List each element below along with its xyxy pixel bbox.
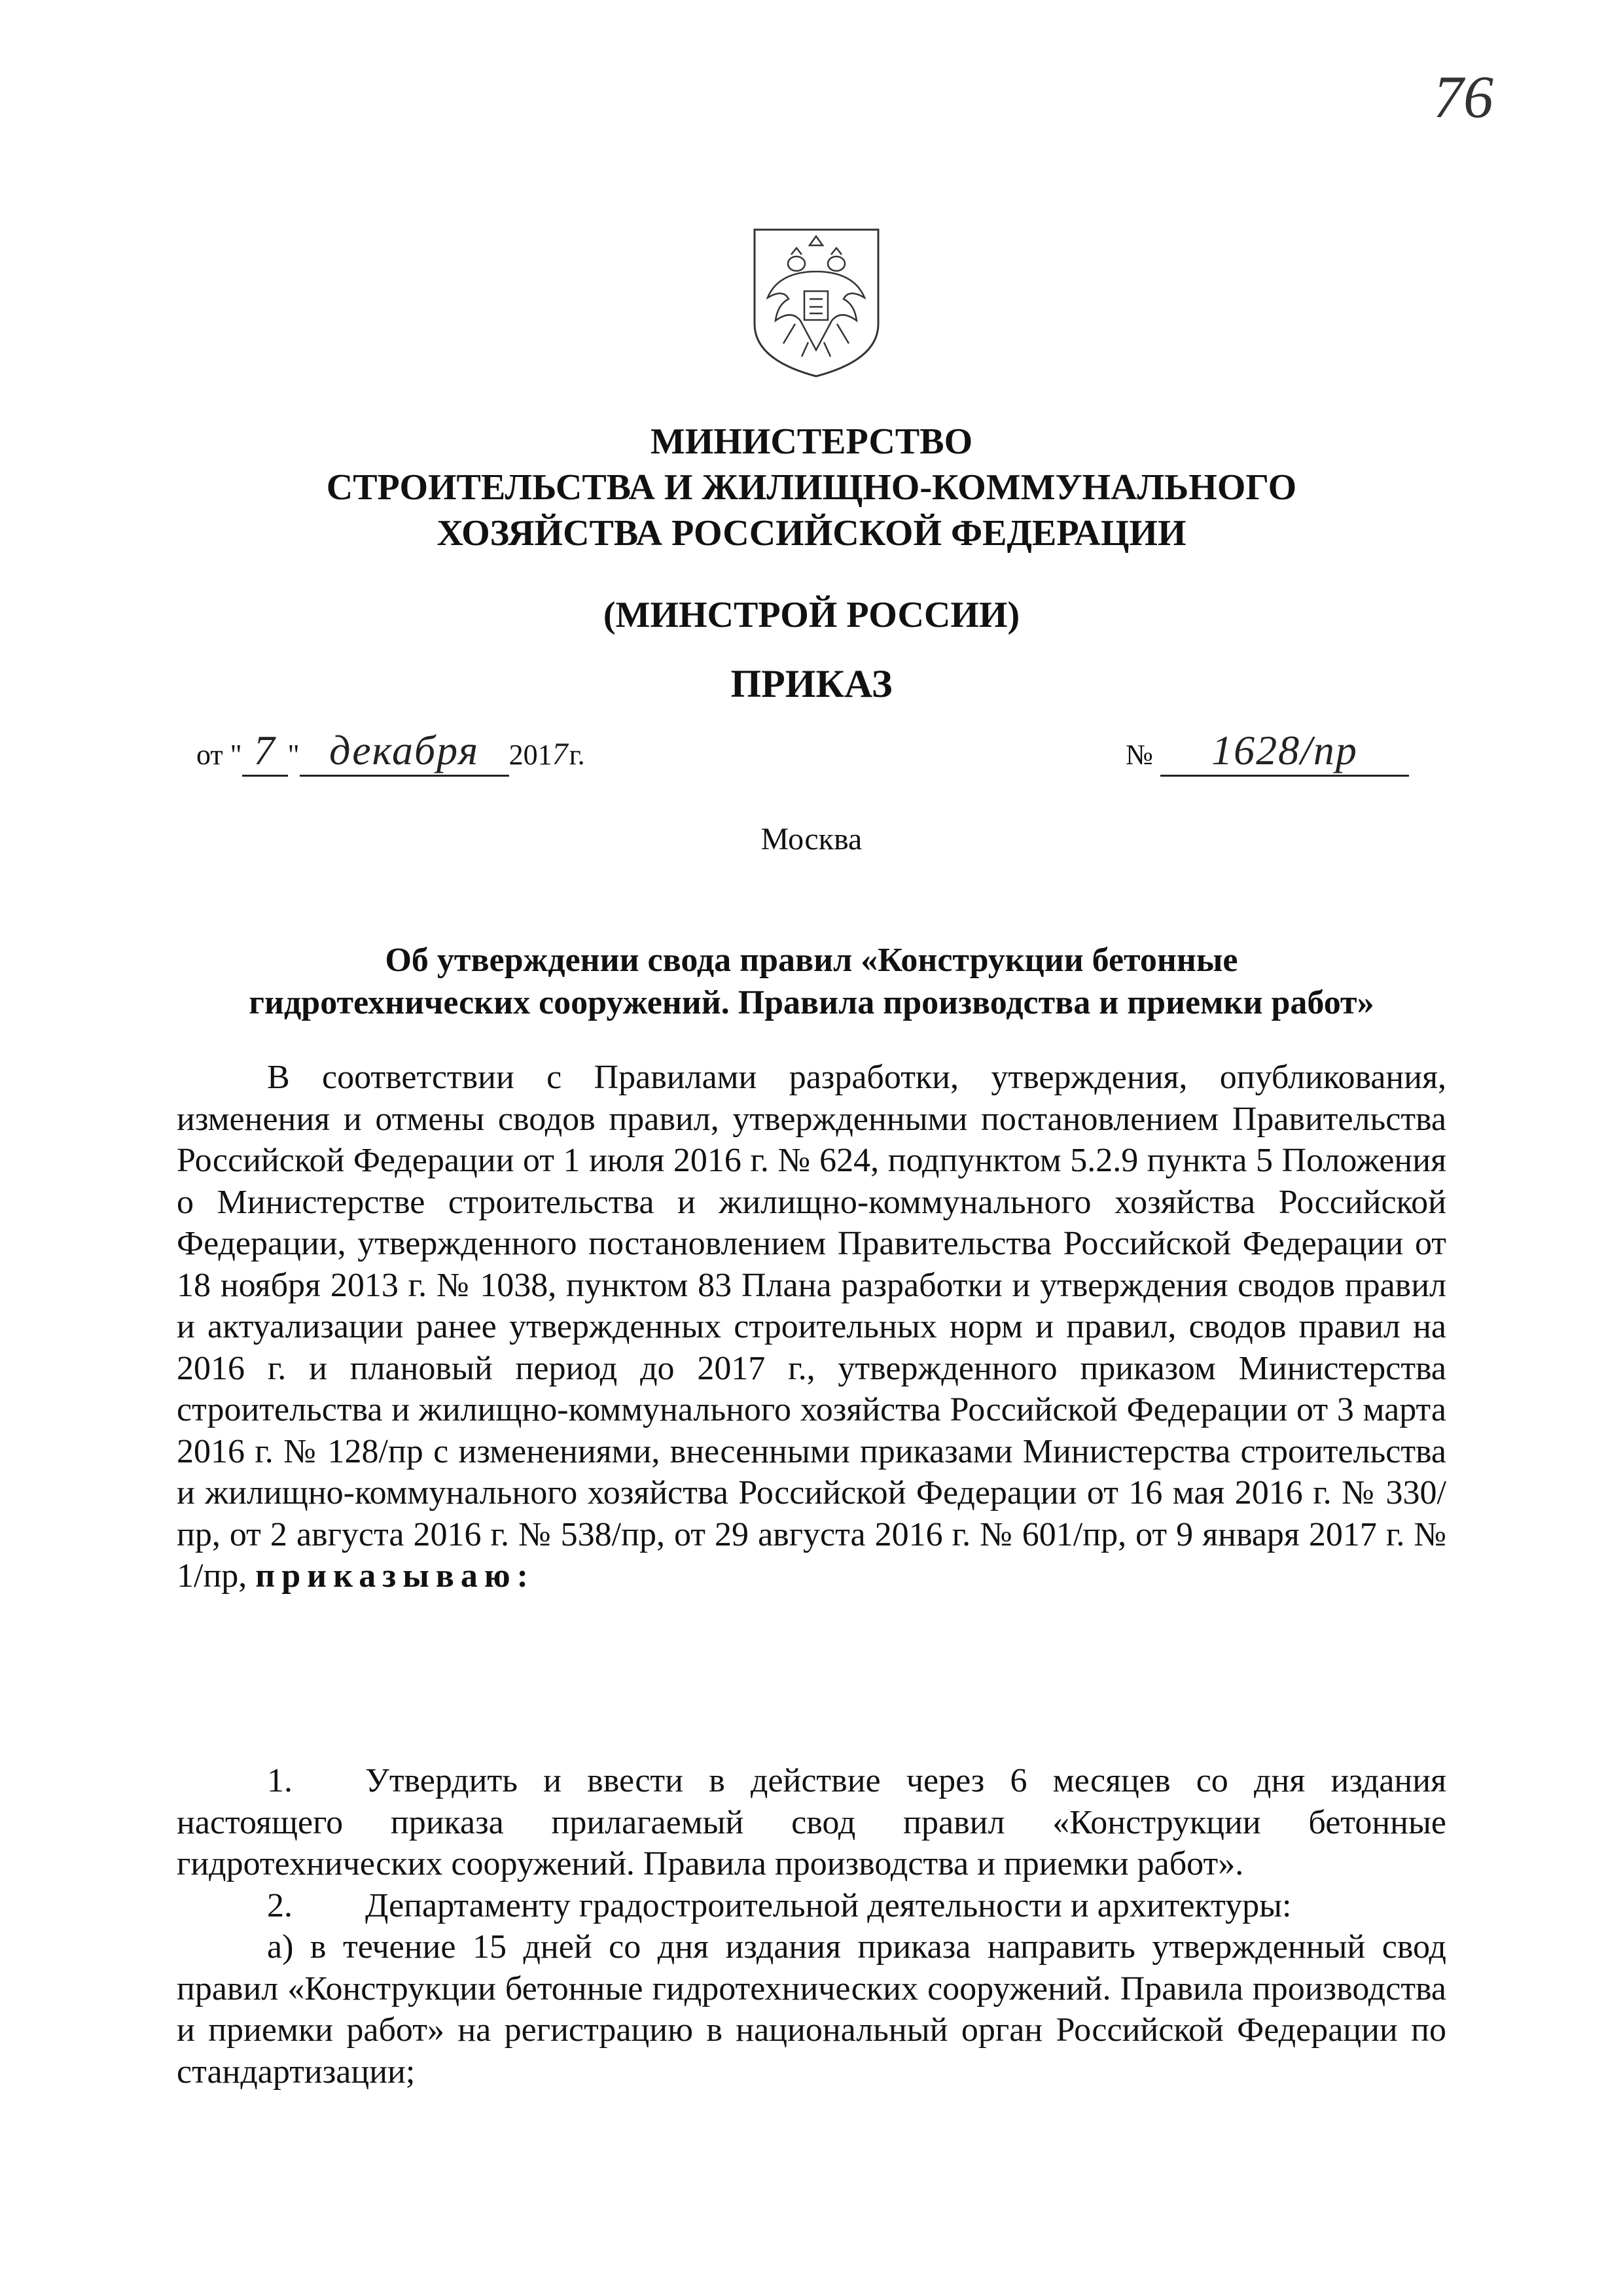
order-date: [196, 726, 585, 777]
date-day: 7: [242, 726, 288, 777]
ministry-line-3: ХОЗЯЙСТВА РОССИЙСКОЙ ФЕДЕРАЦИИ: [437, 513, 1186, 554]
ministry-line-1: МИНИСТЕРСТВО: [650, 421, 973, 462]
order-number: [1126, 726, 1409, 777]
order-subject: [157, 939, 1466, 1024]
date-year-prefix: 201: [508, 739, 552, 771]
number-label: №: [1126, 739, 1153, 771]
item-2-text: Департаменту градостроительной деятельности и архитектуры:: [365, 1886, 1292, 1924]
preamble-paragraph: [177, 1057, 1446, 1597]
date-quote: ": [287, 739, 300, 771]
page-number-handwritten: 76: [1433, 63, 1493, 130]
city: Москва: [760, 822, 863, 857]
coat-of-arms-emblem: [749, 226, 883, 380]
order-subitem-a: а) в течение 15 дней со дня издания приказа направить утвержденный свод правил «Конструкции бетонные гидротехнических сооружений. Правила производства и приемки работ» на регистрацию в национальный орган Российской Федерации по стандартизации;: [177, 1928, 1446, 2091]
item-1-text: Утвердить и ввести в действие через 6 месяцев со дня издания настоящего приказа прилагаемый свод правил «Конструкции бетонные гидротехнических сооружений. Правила производства и приемки работ».: [177, 1762, 1446, 1882]
number-value: 1628/пр: [1160, 726, 1409, 777]
item-2-number: 2.: [267, 1886, 293, 1924]
order-items: [177, 1760, 1446, 2093]
preamble: [177, 1057, 1446, 1597]
ministry-line-2: СТРОИТЕЛЬСТВА И ЖИЛИЩНО-КОММУНАЛЬНОГО: [326, 467, 1297, 508]
date-year-digit: 7: [552, 737, 569, 771]
preamble-text: В соответствии с Правилами разработки, утверждения, опубликования, изменения и отмены сводов правил, утвержденными постановлением Правительства Российской Федерации от 1 июля 2016 г. № 624, подпунктом 5.2.9 пункта 5 Положения о Министерстве строительства и жилищно-коммунального хозяйства Российской Федерации, утвержденного постановлением Правительства Российской Федерации от 18 ноября 2013 г. № 1038, пунктом 83 Плана разработки и утверждения сводов правил и актуализации ранее утвержденных строительных норм и правил, сводов правил на 2016 г. и плановый период до 2017 г., утвержденного приказом Министерства строительства и жилищно-коммунального хозяйства Российской Федерации от 3 марта 2016 г. № 128/пр с изменениями, внесенными приказами Министерства строительства и жилищно-коммунального хозяйства Российской Федерации от 16 мая 2016 г. № 330/пр, от 2 августа 2016 г. № 538/пр, от 29 августа 2016 г. № 601/пр, от 9 января 2017 г. № 1/пр,: [177, 1059, 1446, 1595]
ministry-name: [157, 419, 1466, 556]
date-prefix: от ": [196, 739, 242, 771]
ministry-abbreviation: (МИНСТРОЙ РОССИИ): [603, 595, 1020, 635]
document-type-title: ПРИКАЗ: [730, 662, 893, 705]
date-suffix: г.: [569, 739, 585, 771]
subject-line-1: Об утверждении свода правил «Конструкции бетонные: [385, 942, 1238, 979]
date-month: декабря: [300, 726, 509, 777]
order-item-2: [177, 1885, 1446, 1927]
item-1-number: 1.: [267, 1762, 293, 1799]
order-item-1: [177, 1760, 1446, 1885]
subject-line-2: гидротехнических сооружений. Правила производства и приемки работ»: [249, 984, 1374, 1021]
order-word: приказываю:: [255, 1557, 535, 1595]
